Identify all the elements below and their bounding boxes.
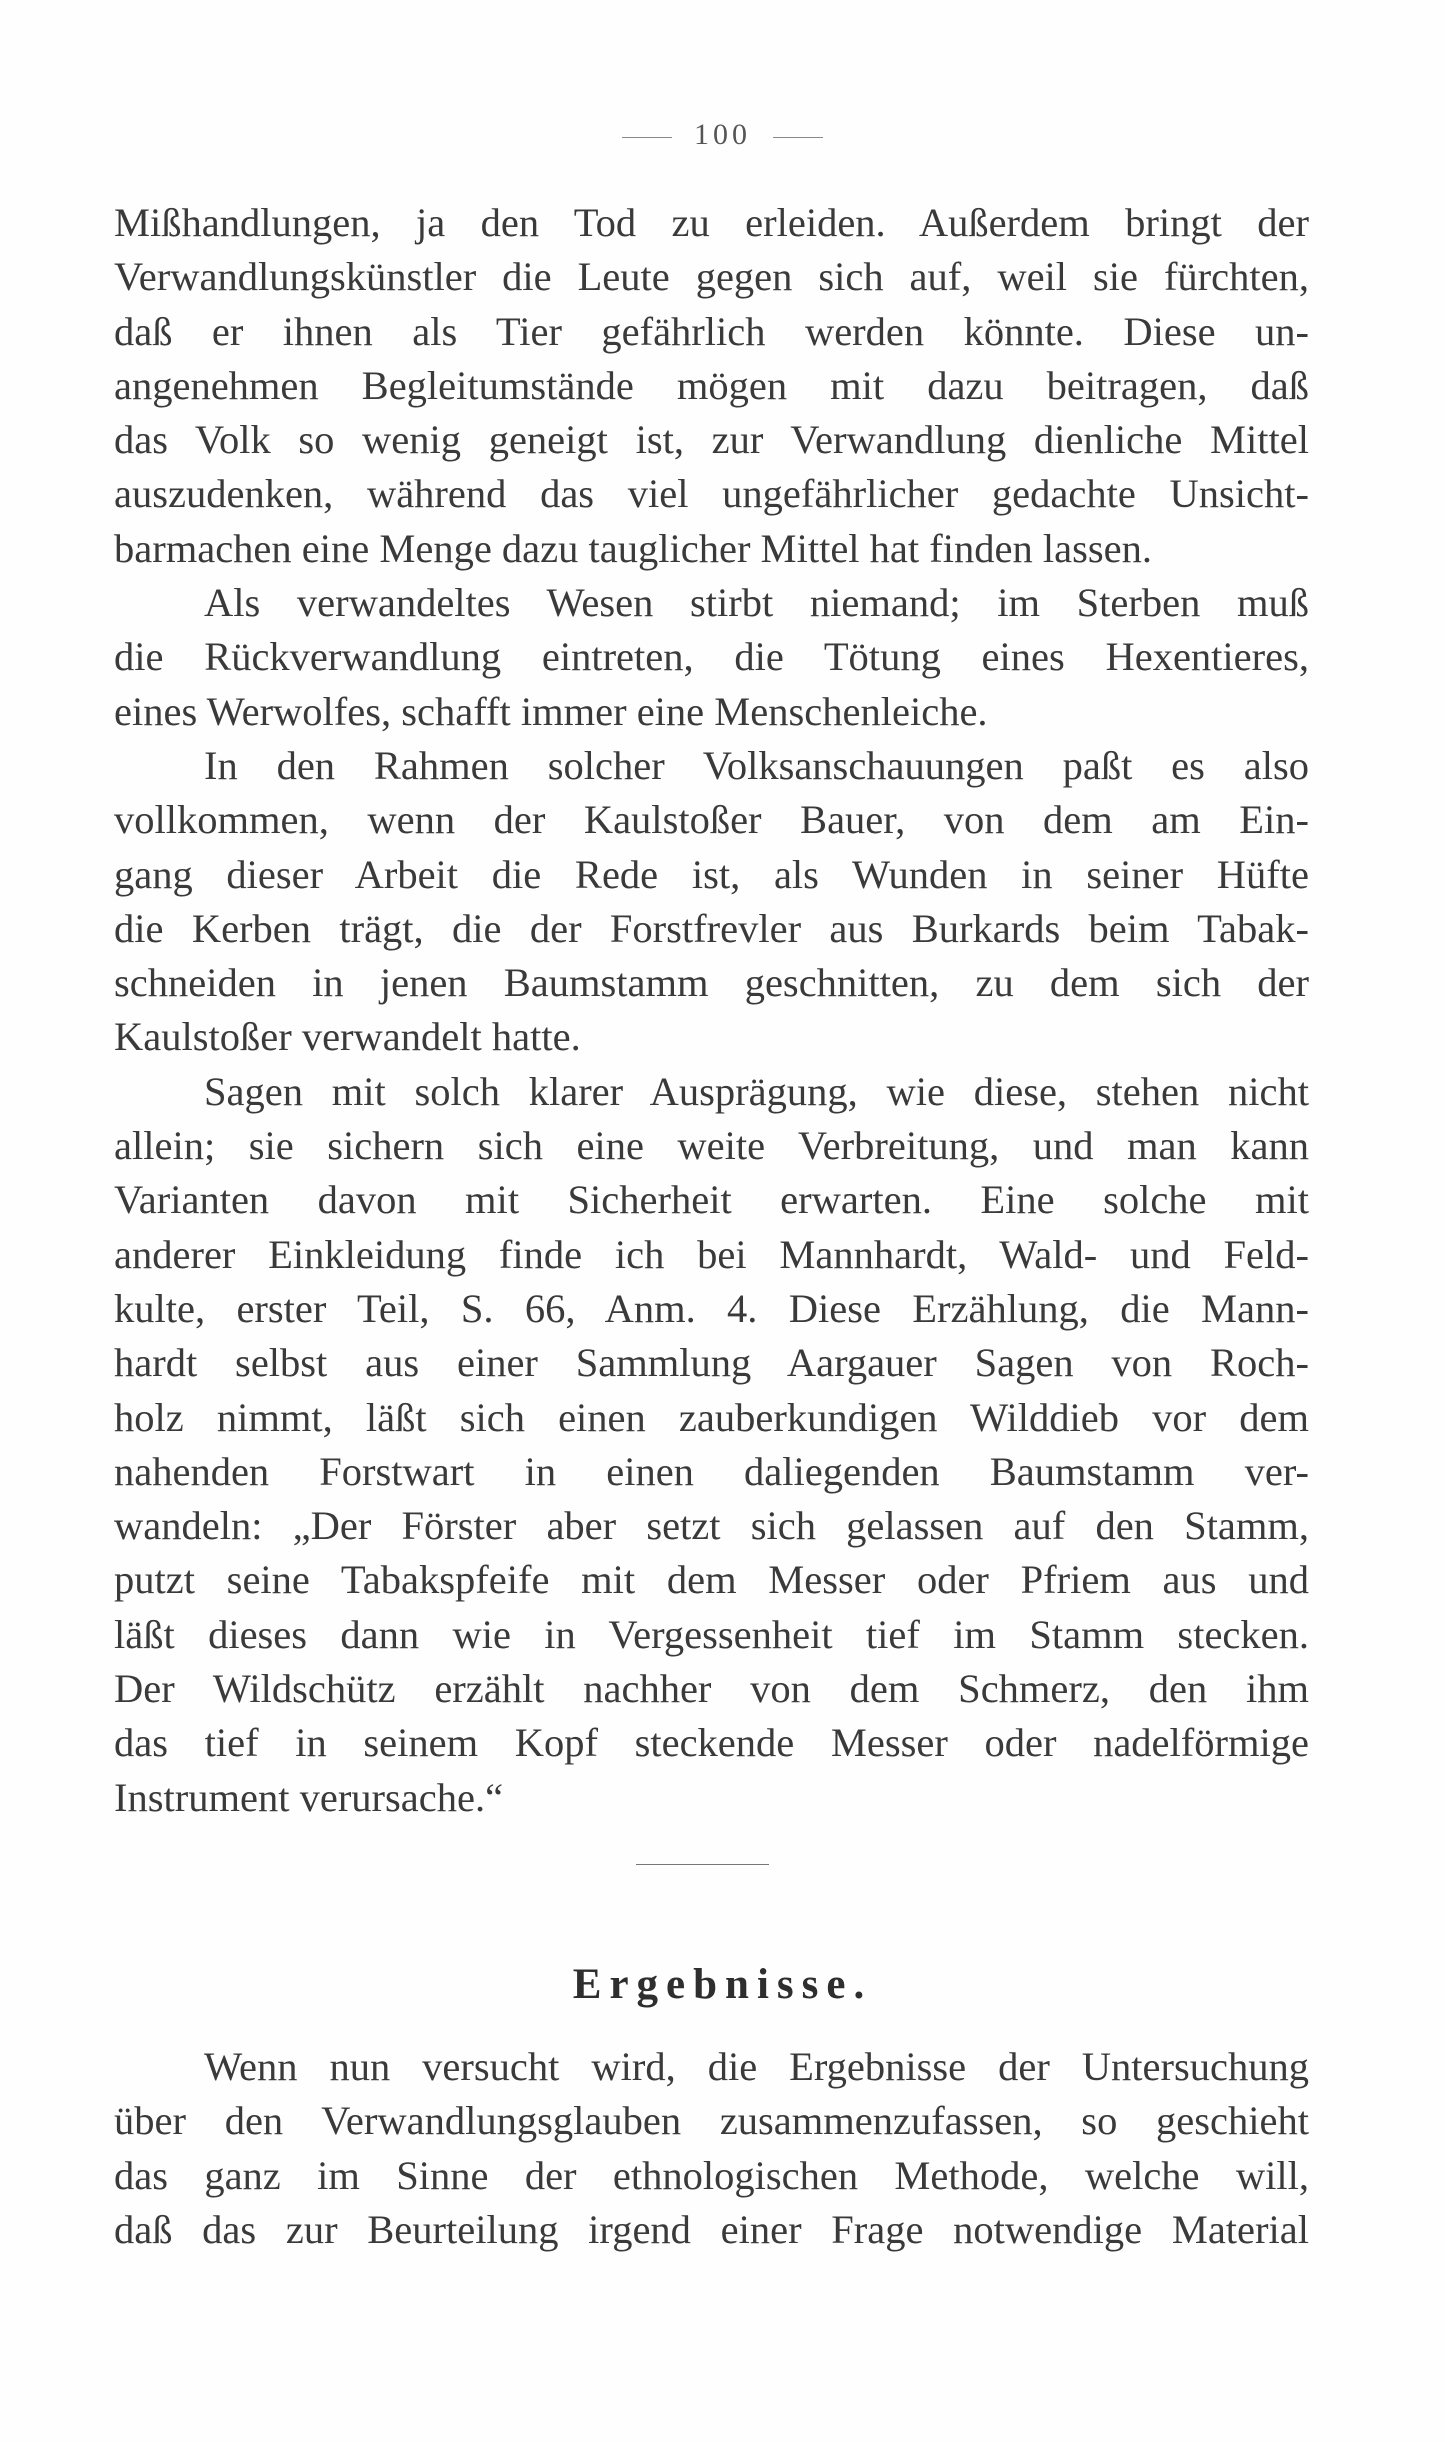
paragraph <box>114 196 1309 576</box>
text-line: barmachen eine Menge dazu tauglicher Mittel hat finden lassen. <box>114 525 1152 571</box>
paragraph <box>114 739 1309 1065</box>
text-line: hardt selbst aus einer Sammlung Aargauer Sagen von Roch- <box>114 1340 1309 1386</box>
page-number: 100 <box>694 118 751 151</box>
text-line: wandeln: „Der Förster aber setzt sich gelassen auf den Stamm, <box>114 1503 1309 1549</box>
header-dash-left <box>622 137 672 138</box>
paragraph <box>114 1065 1309 1825</box>
page-header <box>0 118 1445 152</box>
text-line: Wenn nun versucht wird, die Ergebnisse der Untersuchung <box>204 2044 1309 2089</box>
text-line: Verwandlungskünstler die Leute gegen sich auf, weil sie fürchten, <box>114 254 1309 300</box>
text-line: Mißhandlungen, ja den Tod zu erleiden. Außerdem bringt der <box>114 200 1309 245</box>
text-line: Varianten davon mit Sicherheit erwarten. Eine solche mit <box>114 1177 1309 1223</box>
text-line: das tief in seinem Kopf steckende Messer oder nadelförmige <box>114 1720 1309 1766</box>
text-line: Als verwandeltes Wesen stirbt niemand; im Sterben muß <box>204 580 1309 626</box>
text-line: nahenden Forstwart in einen daliegenden Baumstamm ver- <box>114 1448 1309 1494</box>
text-line: schneiden in jenen Baumstamm geschnitten, zu dem sich der <box>114 960 1309 1006</box>
section-heading: Ergebnisse. <box>572 1961 873 2008</box>
text-line: daß er ihnen als Tier gefährlich werden könnte. Diese un- <box>114 308 1309 354</box>
text-line: putzt seine Tabakspfeife mit dem Messer oder Pfriem aus und <box>114 1557 1309 1603</box>
text-line: eines Werwolfes, schafft immer eine Menschenleiche. <box>114 688 988 734</box>
text-line: anderer Einkleidung finde ich bei Mannhardt, Wald- und Feld- <box>114 1231 1309 1277</box>
text-line: Kaulstoßer verwandelt hatte. <box>114 1014 581 1060</box>
text-line: allein; sie sichern sich eine weite Verbreitung, und man kann <box>114 1123 1309 1169</box>
text-line: das ganz im Sinne der ethnologischen Methode, welche will, <box>114 2152 1309 2198</box>
text-line: Instrument verursache.“ <box>114 1774 504 1820</box>
text-line: daß das zur Beurteilung irgend einer Frage notwendige Material <box>114 2206 1309 2252</box>
body-text-top <box>114 196 1309 1825</box>
text-line: über den Verwandlungsglauben zusammenzufassen, so geschieht <box>114 2098 1309 2144</box>
body-text-bottom <box>114 2040 1309 2257</box>
text-line: holz nimmt, läßt sich einen zauberkundigen Wilddieb vor dem <box>114 1394 1309 1440</box>
text-line: die Rückverwandlung eintreten, die Tötung eines Hexentieres, <box>114 634 1309 680</box>
text-line: gang dieser Arbeit die Rede ist, als Wunden in seiner Hüfte <box>114 851 1309 897</box>
text-line: In den Rahmen solcher Volksanschauungen paßt es also <box>204 742 1309 788</box>
section-separator-rule <box>636 1864 769 1865</box>
text-line: läßt dieses dann wie in Vergessenheit tief im Stamm stecken. <box>114 1611 1309 1657</box>
text-line: angenehmen Begleitumstände mögen mit dazu beitragen, daß <box>114 362 1309 408</box>
text-line: Der Wildschütz erzählt nachher von dem Schmerz, den ihm <box>114 1666 1309 1712</box>
header-dash-right <box>773 137 823 138</box>
text-line: vollkommen, wenn der Kaulstoßer Bauer, von dem am Ein- <box>114 797 1309 843</box>
text-line: das Volk so wenig geneigt ist, zur Verwandlung dienliche Mittel <box>114 417 1309 463</box>
paragraph <box>114 576 1309 739</box>
text-line: die Kerben trägt, die der Forstfrevler aus Burkards beim Tabak- <box>114 905 1309 951</box>
text-line: Sagen mit solch klarer Ausprägung, wie diese, stehen nicht <box>204 1068 1309 1114</box>
paragraph <box>114 2040 1309 2257</box>
text-line: auszudenken, während das viel ungefährlicher gedachte Unsicht- <box>114 471 1309 517</box>
text-line: kulte, erster Teil, S. 66, Anm. 4. Diese Erzählung, die Mann- <box>114 1285 1309 1331</box>
